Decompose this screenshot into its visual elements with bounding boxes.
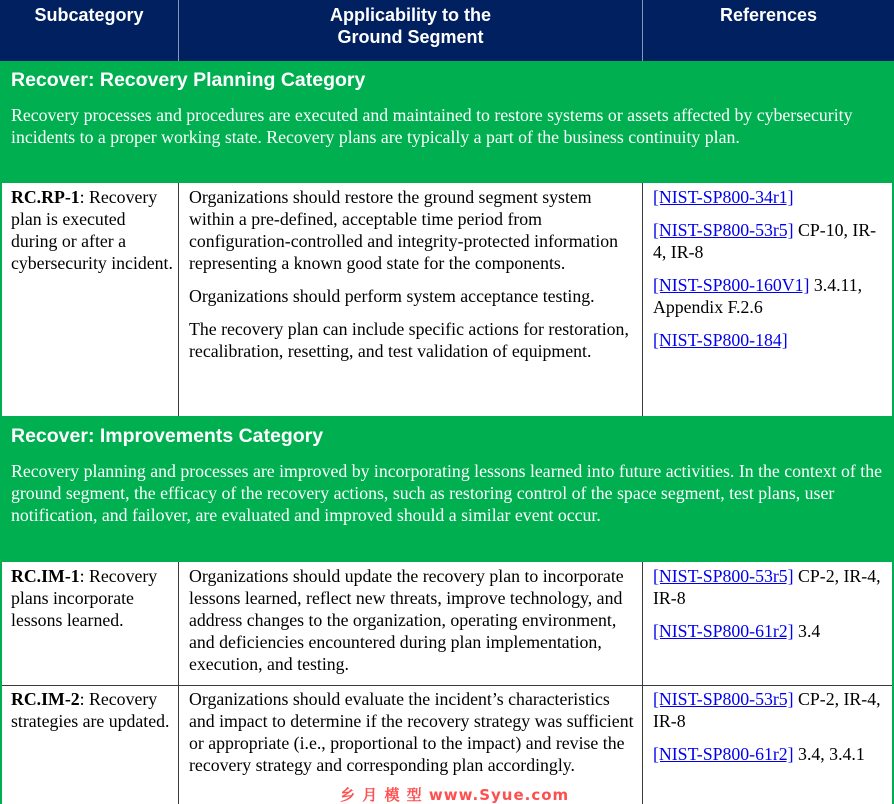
- category-title: Recover: Improvements Category: [11, 425, 324, 447]
- header-applicability-line1: Applicability to the: [329, 5, 491, 25]
- subcategory-id: RC.RP-1: [11, 187, 80, 207]
- references-cell: [653, 688, 889, 776]
- watermark: 乡 月 模 型 www.Syue.com: [340, 786, 570, 804]
- subcategory-text: : Recovery strategies are updated.: [11, 689, 170, 731]
- applicability-paragraph: Organizations should restore the ground segment system within a pre-defined, acceptable time period from configuration-controlled and integrity-protected information representing a known good state for the components.: [189, 187, 619, 273]
- reference-item: [653, 565, 889, 609]
- applicability-cell: [189, 565, 639, 686]
- reference-link[interactable]: [NIST-SP800-184]: [653, 330, 788, 350]
- reference-detail: CP-2, IR-4, IR-8: [653, 689, 881, 731]
- reference-link[interactable]: [NIST-SP800-61r2]: [653, 621, 794, 641]
- reference-item: [653, 329, 889, 351]
- applicability-paragraph: Organizations should evaluate the incident’s characteristics and impact to determine if the recovery strategy was sufficient or appropriate (i.e., proportional to the impact) and revise the recovery strategy and corresponding plan accordingly.: [189, 689, 634, 775]
- reference-detail: 3.4, 3.4.1: [793, 744, 865, 764]
- reference-detail: CP-10, IR-4, IR-8: [653, 220, 877, 262]
- header-references: References: [719, 5, 818, 25]
- subcategory-id: RC.IM-2: [11, 689, 80, 709]
- applicability-paragraph: Organizations should update the recovery plan to incorporate lessons learned, reflect new threats, improve technology, and address changes to the organization, operating environment, and deficiencies encountered during plan implementation, execution, and testing.: [189, 566, 624, 674]
- subcategory-cell: [11, 565, 173, 631]
- header-applicability-line2: Ground Segment: [337, 27, 484, 47]
- category-title: Recover: Recovery Planning Category: [11, 69, 366, 91]
- reference-link[interactable]: [NIST-SP800-34r1]: [653, 187, 794, 207]
- reference-detail: 3.4.11, Appendix F.2.6: [653, 275, 863, 317]
- reference-item: [653, 743, 889, 765]
- header-applicability: [179, 0, 642, 61]
- references-cell: [653, 186, 889, 362]
- table-body-improvements: [0, 560, 894, 804]
- subcategory-text: : Recovery plans incorporate lessons learned.: [11, 566, 158, 630]
- subcategory-id: RC.IM-1: [11, 566, 80, 586]
- reference-link[interactable]: [NIST-SP800-160V1]: [653, 275, 810, 295]
- category-band-improvements: [0, 416, 894, 560]
- reference-link[interactable]: [NIST-SP800-61r2]: [653, 744, 794, 764]
- category-description: Recovery processes and procedures are executed and maintained to restore systems or assets affected by cybersecurity incidents to a proper working state. Recovery plans are typically a part of the business continuity plan.: [11, 105, 853, 147]
- reference-link[interactable]: [NIST-SP800-53r5]: [653, 566, 794, 586]
- table-header: [0, 0, 894, 61]
- references-cell: [653, 565, 889, 653]
- reference-item: [653, 219, 889, 263]
- table-row-rc-rp-1: [0, 181, 894, 416]
- reference-item: [653, 688, 889, 732]
- reference-item: [653, 620, 889, 642]
- header-subcategory: Subcategory: [34, 5, 144, 25]
- reference-detail: 3.4: [793, 621, 821, 641]
- applicability-paragraph: The recovery plan can include specific actions for restoration, recalibration, resetting, and test validation of equipment.: [189, 319, 629, 361]
- category-band-recovery-planning: [0, 61, 894, 181]
- category-description: Recovery planning and processes are improved by incorporating lessons learned into future activities. In the context of the ground segment, the efficacy of the recovery actions, such as restoring control of the space segment, test plans, user notification, and failover, are evaluated and improved should a similar event occur.: [11, 461, 883, 525]
- subcategory-cell: [11, 186, 173, 274]
- reference-link[interactable]: [NIST-SP800-53r5]: [653, 220, 794, 240]
- reference-detail: CP-2, IR-4, IR-8: [653, 566, 881, 608]
- subcategory-text: : Recovery plan is executed during or after a cybersecurity incident.: [11, 187, 173, 273]
- applicability-cell: [189, 186, 639, 373]
- subcategory-cell: [11, 688, 173, 732]
- reference-item: [653, 274, 889, 318]
- applicability-cell: [189, 688, 639, 787]
- reference-item: [653, 186, 889, 208]
- applicability-paragraph: Organizations should perform system acceptance testing.: [189, 286, 595, 306]
- reference-link[interactable]: [NIST-SP800-53r5]: [653, 689, 794, 709]
